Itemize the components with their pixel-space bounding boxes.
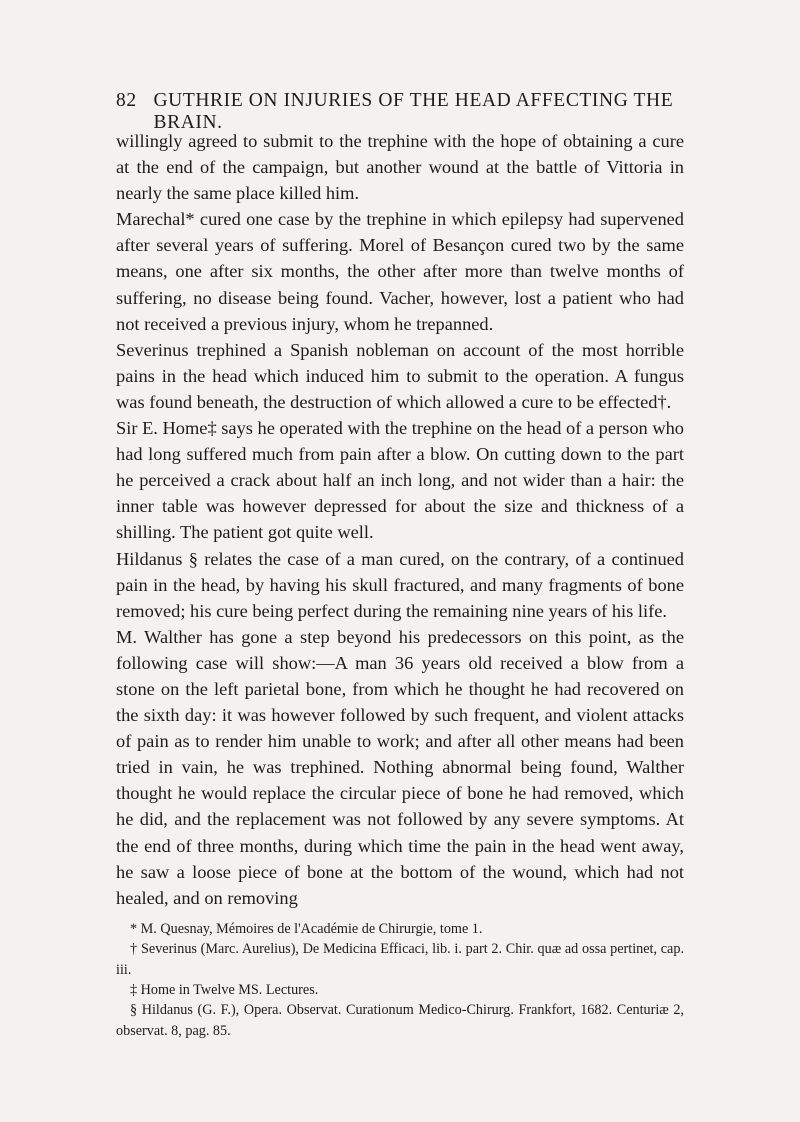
paragraph-marechal: Marechal* cured one case by the trephine in which epilepsy had supervened after several years of suffering. Morel of Besançon cured two by the same means, one after six months, the other after more than twelve months of suffering, no disease being found. Vacher, however, lost a patient who had not received a previous injury, whom he trepanned.	[116, 209, 684, 334]
footnote-dagger: † Severinus (Marc. Aurelius), De Medicina Efficaci, lib. i. part 2. Chir. quæ ad ossa pertinet, cap. iii.	[116, 941, 684, 978]
footnotes	[116, 919, 684, 1041]
footnote-section: § Hildanus (G. F.), Opera. Observat. Curationum Medico-Chirurg. Frankfort, 1682. Centuriæ 2, observat. 8, pag. 85.	[116, 1002, 684, 1039]
paragraph-home: Sir E. Home‡ says he operated with the trephine on the head of a person who had long suffered much from pain after a blow. On cutting down to the part he perceived a crack about half an inch long, and not wider than a hair: the inner table was however depressed for about the size and thickness of a shilling. The patient got quite well.	[116, 418, 684, 543]
footnote-asterisk: * M. Quesnay, Mémoires de l'Académie de Chirurgie, tome 1.	[130, 920, 483, 937]
page-number: 82	[116, 90, 137, 111]
book-page	[116, 90, 684, 1041]
paragraph-continuation: willingly agreed to submit to the trephine with the hope of obtaining a cure at the end of the campaign, but another wound at the battle of Vittoria in nearly the same place killed him.	[116, 131, 684, 204]
running-head	[116, 90, 684, 133]
footnote-double-dagger: ‡ Home in Twelve MS. Lectures.	[130, 982, 319, 999]
paragraph-hildanus: Hildanus § relates the case of a man cured, on the contrary, of a continued pain in the head, by having his skull fractured, and many fragments of bone removed; his cure being perfect during the remaining nine years of his life.	[116, 548, 684, 621]
running-head-title: GUTHRIE ON INJURIES OF THE HEAD AFFECTING THE BRAIN.	[153, 90, 674, 133]
paragraph-walther: M. Walther has gone a step beyond his predecessors on this point, as the following case will show:—A man 36 years old received a blow from a stone on the left parietal bone, from which he thought he had recovered on the sixth day: it was however followed by such frequent, and violent attacks of pain as to render him unable to work; and after all other means had been tried in vain, he was trephined. Nothing abnormal being found, Walther thought he would replace the circular piece of bone he had removed, which he did, and the replacement was not followed by any severe symptoms. At the end of three months, during which time the pain in the head went away, he saw a loose piece of bone at the bottom of the wound, which had not healed, and on removing	[116, 626, 684, 908]
paragraph-severinus: Severinus trephined a Spanish nobleman on account of the most horrible pains in the head which induced him to submit to the operation. A fungus was found beneath, the destruction of which allowed a cure to be effected†.	[116, 339, 684, 412]
body-text	[116, 128, 684, 911]
